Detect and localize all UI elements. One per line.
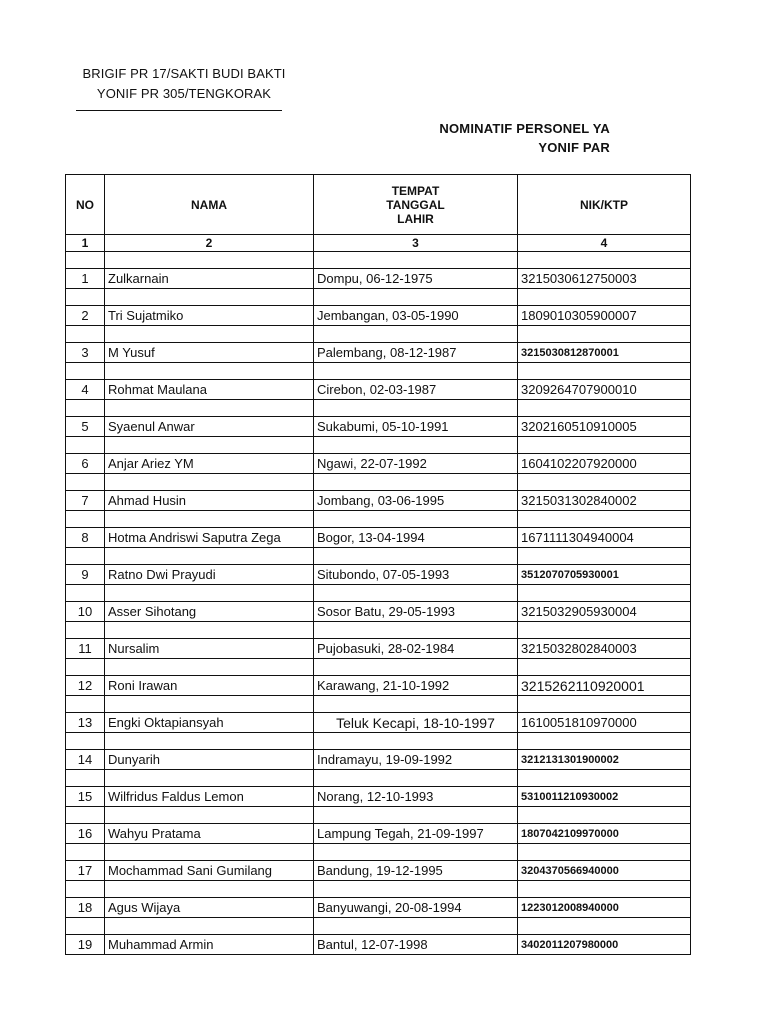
spacer-row bbox=[66, 807, 691, 824]
cell-no: 17 bbox=[66, 861, 105, 881]
cell-no: 11 bbox=[66, 639, 105, 659]
cell-tempat-tanggal-lahir: Pujobasuki, 28-02-1984 bbox=[314, 639, 518, 659]
cell-nama: Roni Irawan bbox=[105, 676, 314, 696]
cell-nama: Rohmat Maulana bbox=[105, 380, 314, 400]
cell-nama: Anjar Ariez YM bbox=[105, 454, 314, 474]
spacer-cell bbox=[518, 474, 691, 491]
spacer-row bbox=[66, 437, 691, 454]
unit-header-line1: BRIGIF PR 17/SAKTI BUDI BAKTI bbox=[82, 66, 286, 81]
cell-no: 2 bbox=[66, 306, 105, 326]
spacer-cell bbox=[518, 733, 691, 750]
spacer-cell bbox=[105, 807, 314, 824]
cell-tempat-tanggal-lahir: Bogor, 13-04-1994 bbox=[314, 528, 518, 548]
spacer-cell bbox=[314, 659, 518, 676]
cell-nik: 3215262110920001 bbox=[518, 676, 691, 696]
cell-nik: 1223012008940000 bbox=[518, 898, 691, 918]
table-row bbox=[66, 639, 691, 659]
cell-no: 18 bbox=[66, 898, 105, 918]
spacer-cell bbox=[66, 844, 105, 861]
cell-nik: 3202160510910005 bbox=[518, 417, 691, 437]
cell-nama: Wahyu Pratama bbox=[105, 824, 314, 844]
cell-nama: Ahmad Husin bbox=[105, 491, 314, 511]
spacer-row bbox=[66, 474, 691, 491]
spacer-cell bbox=[518, 770, 691, 787]
spacer-row bbox=[66, 548, 691, 565]
spacer-cell bbox=[518, 400, 691, 417]
spacer-cell bbox=[105, 585, 314, 602]
spacer-cell bbox=[66, 733, 105, 750]
cell-nama: Dunyarih bbox=[105, 750, 314, 770]
spacer-cell bbox=[518, 326, 691, 343]
cell-tempat-tanggal-lahir: Sosor Batu, 29-05-1993 bbox=[314, 602, 518, 622]
col-header-ttl-line2: TANGGAL bbox=[386, 197, 445, 212]
spacer-cell bbox=[518, 622, 691, 639]
spacer-cell bbox=[105, 511, 314, 528]
spacer-cell bbox=[105, 696, 314, 713]
spacer-row bbox=[66, 622, 691, 639]
spacer-cell bbox=[518, 548, 691, 565]
cell-no: 4 bbox=[66, 380, 105, 400]
spacer-cell bbox=[66, 918, 105, 935]
cell-nama: Agus Wijaya bbox=[105, 898, 314, 918]
spacer-cell bbox=[314, 881, 518, 898]
spacer-cell bbox=[314, 585, 518, 602]
spacer-cell bbox=[66, 400, 105, 417]
table-row bbox=[66, 898, 691, 918]
spacer-cell bbox=[66, 770, 105, 787]
spacer-cell bbox=[66, 252, 105, 269]
cell-no: 19 bbox=[66, 935, 105, 955]
spacer-cell bbox=[314, 326, 518, 343]
spacer-cell bbox=[105, 289, 314, 306]
spacer-row bbox=[66, 289, 691, 306]
cell-no: 9 bbox=[66, 565, 105, 585]
spacer-cell bbox=[518, 585, 691, 602]
table-row bbox=[66, 343, 691, 363]
spacer-cell bbox=[105, 363, 314, 380]
col-header-no: NO bbox=[66, 175, 105, 235]
cell-tempat-tanggal-lahir: Bandung, 19-12-1995 bbox=[314, 861, 518, 881]
cell-tempat-tanggal-lahir: Karawang, 21-10-1992 bbox=[314, 676, 518, 696]
spacer-cell bbox=[518, 363, 691, 380]
spacer-row bbox=[66, 511, 691, 528]
table-row bbox=[66, 750, 691, 770]
spacer-row bbox=[66, 363, 691, 380]
table-row bbox=[66, 676, 691, 696]
spacer-cell bbox=[314, 918, 518, 935]
cell-nik: 3512070705930001 bbox=[518, 565, 691, 585]
spacer-row bbox=[66, 400, 691, 417]
cell-nik: 3212131301900002 bbox=[518, 750, 691, 770]
spacer-cell bbox=[314, 548, 518, 565]
cell-no: 7 bbox=[66, 491, 105, 511]
cell-nama: Hotma Andriswi Saputra Zega bbox=[105, 528, 314, 548]
spacer-cell bbox=[105, 437, 314, 454]
table-row bbox=[66, 306, 691, 326]
cell-nama: Mochammad Sani Gumilang bbox=[105, 861, 314, 881]
spacer-cell bbox=[66, 474, 105, 491]
spacer-cell bbox=[314, 807, 518, 824]
document-title-line2: YONIF PAR bbox=[538, 140, 610, 155]
spacer-cell bbox=[314, 511, 518, 528]
spacer-cell bbox=[518, 696, 691, 713]
cell-tempat-tanggal-lahir: Norang, 12-10-1993 bbox=[314, 787, 518, 807]
spacer-cell bbox=[105, 252, 314, 269]
cell-tempat-tanggal-lahir: Indramayu, 19-09-1992 bbox=[314, 750, 518, 770]
cell-nik: 1809010305900007 bbox=[518, 306, 691, 326]
spacer-cell bbox=[314, 474, 518, 491]
spacer-cell bbox=[518, 918, 691, 935]
spacer-cell bbox=[66, 289, 105, 306]
spacer-cell bbox=[518, 289, 691, 306]
unit-header-line2: YONIF PR 305/TENGKORAK bbox=[96, 86, 272, 101]
spacer-cell bbox=[518, 511, 691, 528]
spacer-cell bbox=[66, 659, 105, 676]
spacer-cell bbox=[518, 437, 691, 454]
spacer-cell bbox=[314, 363, 518, 380]
column-number: 1 bbox=[66, 235, 105, 252]
cell-no: 1 bbox=[66, 269, 105, 289]
spacer-cell bbox=[66, 696, 105, 713]
cell-nama: Asser Sihotang bbox=[105, 602, 314, 622]
spacer-cell bbox=[314, 770, 518, 787]
cell-tempat-tanggal-lahir: Cirebon, 02-03-1987 bbox=[314, 380, 518, 400]
spacer-cell bbox=[105, 400, 314, 417]
column-number: 3 bbox=[314, 235, 518, 252]
spacer-cell bbox=[314, 252, 518, 269]
cell-nama: Tri Sujatmiko bbox=[105, 306, 314, 326]
cell-tempat-tanggal-lahir: Teluk Kecapi, 18-10-1997 bbox=[314, 713, 518, 733]
cell-nik: 1604102207920000 bbox=[518, 454, 691, 474]
cell-nik: 1610051810970000 bbox=[518, 713, 691, 733]
cell-tempat-tanggal-lahir: Bantul, 12-07-1998 bbox=[314, 935, 518, 955]
cell-nama: Wilfridus Faldus Lemon bbox=[105, 787, 314, 807]
table-row bbox=[66, 380, 691, 400]
table-row bbox=[66, 417, 691, 437]
spacer-row bbox=[66, 918, 691, 935]
spacer-cell bbox=[66, 326, 105, 343]
spacer-cell bbox=[518, 659, 691, 676]
spacer-cell bbox=[105, 881, 314, 898]
spacer-cell bbox=[66, 585, 105, 602]
col-header-ttl bbox=[314, 175, 518, 235]
cell-no: 16 bbox=[66, 824, 105, 844]
table-row bbox=[66, 454, 691, 474]
cell-no: 15 bbox=[66, 787, 105, 807]
spacer-cell bbox=[105, 844, 314, 861]
spacer-row bbox=[66, 696, 691, 713]
spacer-cell bbox=[66, 548, 105, 565]
spacer-cell bbox=[518, 252, 691, 269]
cell-nik: 5310011210930002 bbox=[518, 787, 691, 807]
table-row bbox=[66, 935, 691, 955]
table-row bbox=[66, 528, 691, 548]
col-header-nik: NIK/KTP bbox=[518, 175, 691, 235]
spacer-cell bbox=[66, 511, 105, 528]
spacer-cell bbox=[105, 474, 314, 491]
spacer-row bbox=[66, 585, 691, 602]
table-row bbox=[66, 565, 691, 585]
cell-tempat-tanggal-lahir: Lampung Tegah, 21-09-1997 bbox=[314, 824, 518, 844]
spacer-cell bbox=[66, 622, 105, 639]
table-row bbox=[66, 787, 691, 807]
cell-nik: 3204370566940000 bbox=[518, 861, 691, 881]
document-title-line1: NOMINATIF PERSONEL YA bbox=[439, 121, 610, 136]
table-header-row bbox=[66, 175, 691, 235]
cell-nik: 3209264707900010 bbox=[518, 380, 691, 400]
personnel-table bbox=[65, 174, 691, 955]
spacer-cell bbox=[314, 622, 518, 639]
table-row bbox=[66, 861, 691, 881]
spacer-cell bbox=[66, 807, 105, 824]
spacer-cell bbox=[105, 548, 314, 565]
spacer-row bbox=[66, 659, 691, 676]
cell-tempat-tanggal-lahir: Jombang, 03-06-1995 bbox=[314, 491, 518, 511]
title-area bbox=[0, 0, 689, 170]
cell-no: 3 bbox=[66, 343, 105, 363]
spacer-cell bbox=[66, 437, 105, 454]
col-header-ttl-line3: LAHIR bbox=[397, 211, 434, 226]
cell-no: 6 bbox=[66, 454, 105, 474]
cell-nik: 3215031302840002 bbox=[518, 491, 691, 511]
spacer-row bbox=[66, 326, 691, 343]
cell-nama: M Yusuf bbox=[105, 343, 314, 363]
spacer-row bbox=[66, 881, 691, 898]
cell-tempat-tanggal-lahir: Dompu, 06-12-1975 bbox=[314, 269, 518, 289]
cell-nama: Muhammad Armin bbox=[105, 935, 314, 955]
spacer-cell bbox=[105, 326, 314, 343]
personnel-table-body bbox=[66, 175, 691, 955]
spacer-cell bbox=[314, 733, 518, 750]
column-number: 4 bbox=[518, 235, 691, 252]
table-row bbox=[66, 491, 691, 511]
spacer-cell bbox=[518, 807, 691, 824]
spacer-cell bbox=[105, 622, 314, 639]
cell-nik: 1807042109970000 bbox=[518, 824, 691, 844]
spacer-cell bbox=[518, 881, 691, 898]
spacer-cell bbox=[314, 696, 518, 713]
cell-no: 14 bbox=[66, 750, 105, 770]
cell-nik: 1671111304940004 bbox=[518, 528, 691, 548]
cell-tempat-tanggal-lahir: Jembangan, 03-05-1990 bbox=[314, 306, 518, 326]
column-number-row bbox=[66, 235, 691, 252]
spacer-cell bbox=[105, 733, 314, 750]
cell-nik: 3215030812870001 bbox=[518, 343, 691, 363]
spacer-cell bbox=[314, 437, 518, 454]
cell-no: 10 bbox=[66, 602, 105, 622]
cell-nama: Zulkarnain bbox=[105, 269, 314, 289]
spacer-row bbox=[66, 733, 691, 750]
spacer-cell bbox=[314, 289, 518, 306]
cell-no: 13 bbox=[66, 713, 105, 733]
spacer-cell bbox=[66, 881, 105, 898]
spacer-row bbox=[66, 252, 691, 269]
spacer-row bbox=[66, 770, 691, 787]
cell-no: 8 bbox=[66, 528, 105, 548]
cell-no: 5 bbox=[66, 417, 105, 437]
spacer-cell bbox=[105, 659, 314, 676]
spacer-cell bbox=[105, 770, 314, 787]
cell-nik: 3215030612750003 bbox=[518, 269, 691, 289]
cell-nik: 3402011207980000 bbox=[518, 935, 691, 955]
table-row bbox=[66, 713, 691, 733]
cell-nama: Engki Oktapiansyah bbox=[105, 713, 314, 733]
cell-nama: Ratno Dwi Prayudi bbox=[105, 565, 314, 585]
cell-tempat-tanggal-lahir: Situbondo, 07-05-1993 bbox=[314, 565, 518, 585]
spacer-cell bbox=[105, 918, 314, 935]
spacer-row bbox=[66, 844, 691, 861]
cell-nik: 3215032905930004 bbox=[518, 602, 691, 622]
spacer-cell bbox=[314, 400, 518, 417]
table-row bbox=[66, 269, 691, 289]
col-header-ttl-line1: TEMPAT bbox=[391, 183, 440, 198]
col-header-nama: NAMA bbox=[105, 175, 314, 235]
cell-no: 12 bbox=[66, 676, 105, 696]
cell-nama: Nursalim bbox=[105, 639, 314, 659]
spacer-cell bbox=[66, 363, 105, 380]
column-number: 2 bbox=[105, 235, 314, 252]
table-row bbox=[66, 602, 691, 622]
cell-nik: 3215032802840003 bbox=[518, 639, 691, 659]
cell-tempat-tanggal-lahir: Banyuwangi, 20-08-1994 bbox=[314, 898, 518, 918]
cell-tempat-tanggal-lahir: Sukabumi, 05-10-1991 bbox=[314, 417, 518, 437]
cell-tempat-tanggal-lahir: Ngawi, 22-07-1992 bbox=[314, 454, 518, 474]
cell-tempat-tanggal-lahir: Palembang, 08-12-1987 bbox=[314, 343, 518, 363]
table-row bbox=[66, 824, 691, 844]
cell-nama: Syaenul Anwar bbox=[105, 417, 314, 437]
spacer-cell bbox=[314, 844, 518, 861]
spacer-cell bbox=[518, 844, 691, 861]
